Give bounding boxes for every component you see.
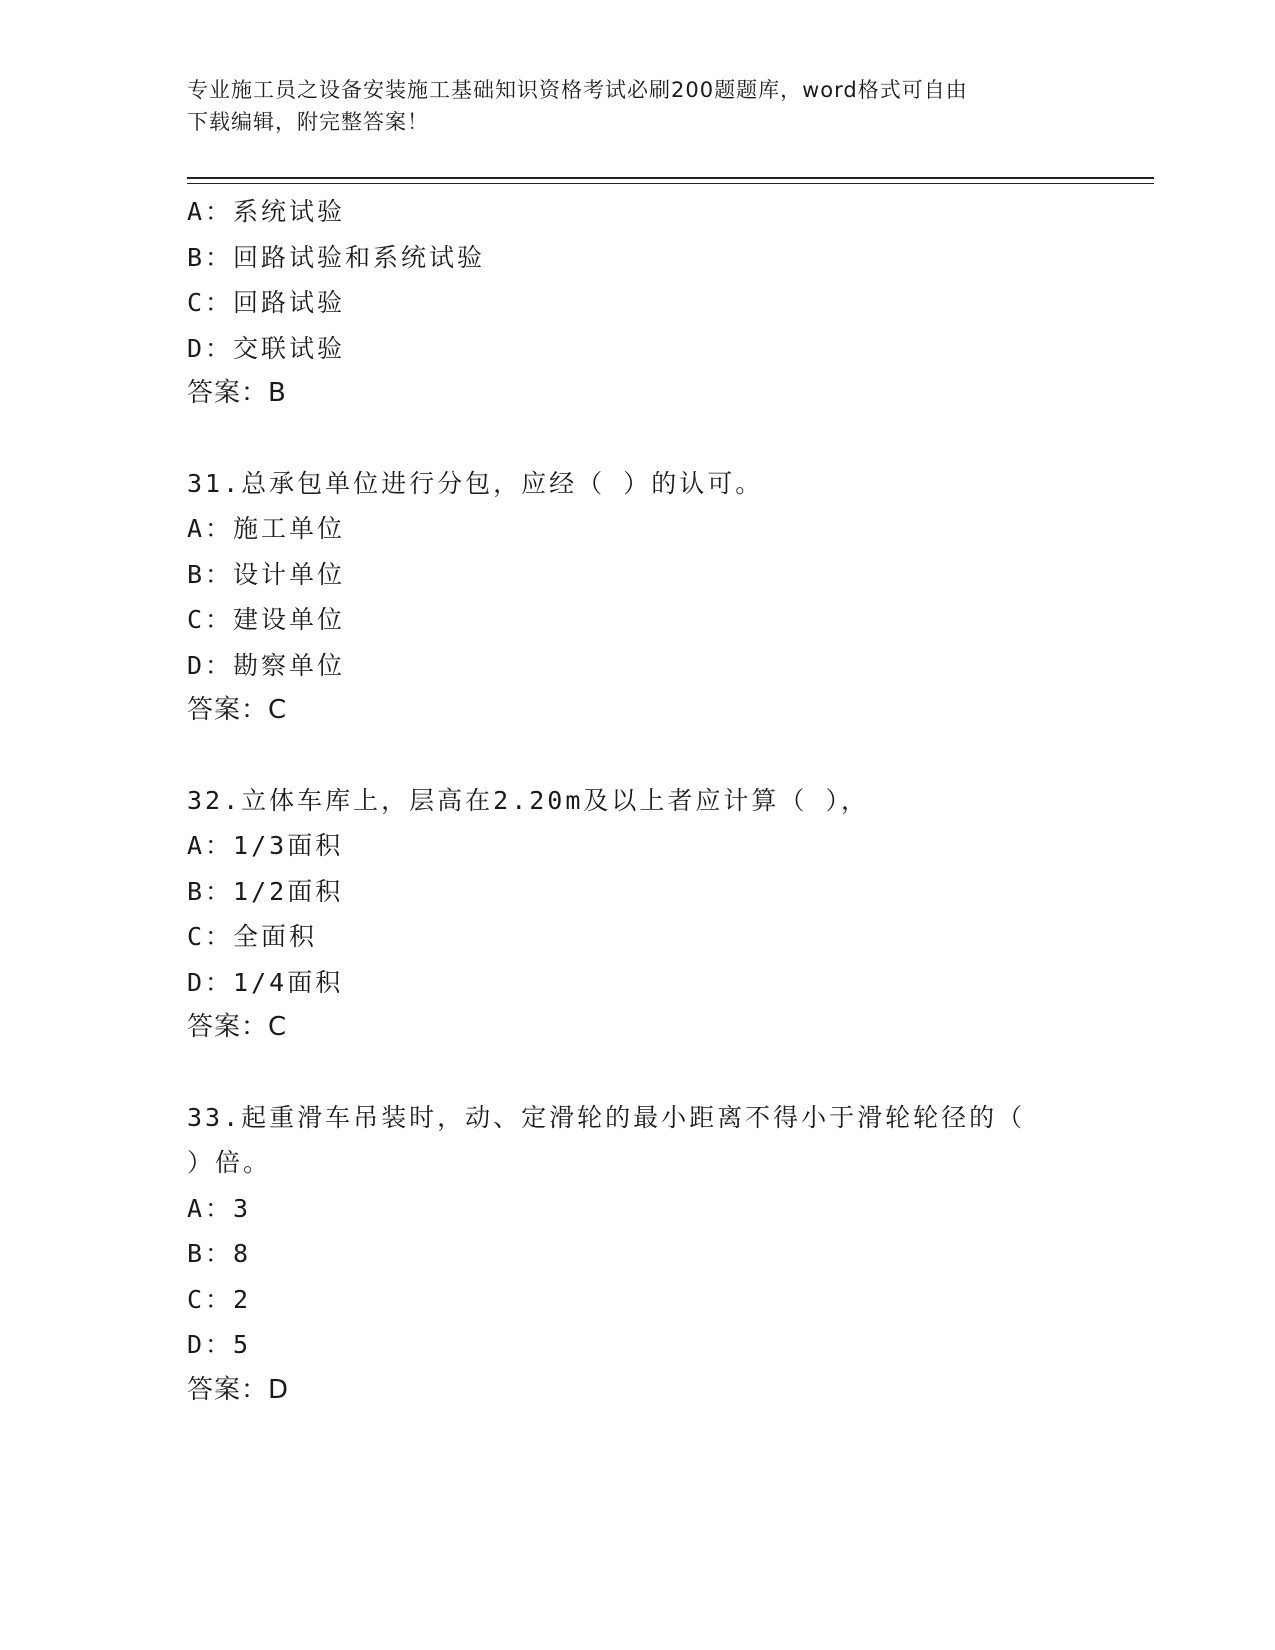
- option-a: A：施工单位: [187, 514, 346, 543]
- question-block: [187, 1095, 1087, 1414]
- option-b: B：设计单位: [187, 559, 346, 589]
- question-list: [187, 189, 1087, 1413]
- option-c: C：2: [187, 1284, 252, 1314]
- question-text-line-1: 33.起重滑车吊装时，动、定滑轮的最小距离不得小于滑轮轮径的（: [187, 1102, 1026, 1132]
- answer-line: 答案：D: [187, 1374, 290, 1405]
- option-d: D：1/4面积: [187, 967, 344, 997]
- option-a: A：3: [187, 1193, 252, 1223]
- answer-line: 答案：B: [187, 378, 287, 408]
- question-block: [187, 189, 1087, 417]
- option-c: C：全面积: [187, 922, 318, 951]
- document-header: [187, 74, 1087, 138]
- option-d: D：勘察单位: [187, 650, 346, 680]
- header-line-1: 专业施工员之设备安装施工基础知识资格考试必刷200题题库，word格式可自由: [187, 78, 968, 102]
- option-b: B：回路试验和系统试验: [187, 242, 486, 272]
- option-c: C：回路试验: [187, 288, 346, 317]
- question-block: [187, 778, 1087, 1051]
- option-a: A：1/3面积: [187, 831, 344, 860]
- answer-line: 答案：C: [187, 1012, 288, 1042]
- answer-line: 答案：C: [187, 695, 288, 725]
- header-line-2: 下载编辑，附完整答案！: [187, 110, 429, 134]
- question-text: 32.立体车库上，层高在2.20m及以上者应计算（ ），: [187, 785, 869, 815]
- question-text: 31.总承包单位进行分包，应经（ ）的认可。: [187, 468, 764, 498]
- option-d: D：5: [187, 1330, 252, 1359]
- option-b: B：8: [187, 1239, 252, 1268]
- header-rule-thin: [187, 183, 1154, 184]
- option-d: D：交联试验: [187, 333, 346, 363]
- option-b: B：1/2面积: [187, 876, 344, 906]
- header-rule-thick: [187, 177, 1154, 179]
- option-c: C：建设单位: [187, 605, 346, 634]
- option-a: A：系统试验: [187, 197, 346, 226]
- question-text-line-2: ）倍。: [187, 1148, 272, 1177]
- question-block: [187, 461, 1087, 734]
